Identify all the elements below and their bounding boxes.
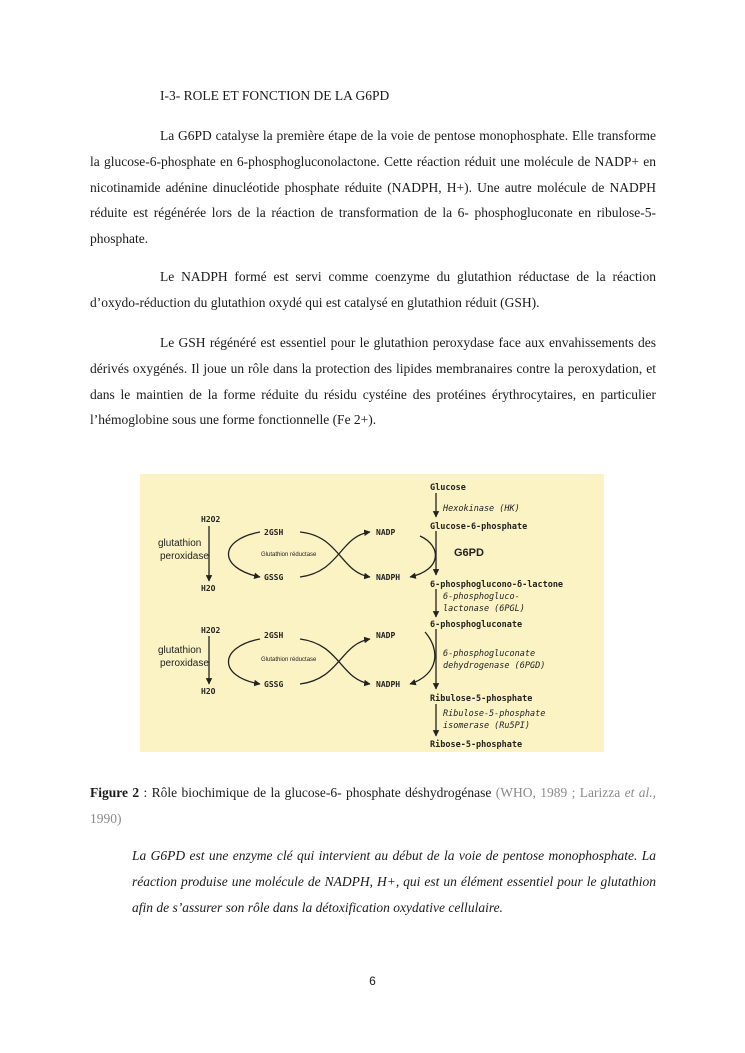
nadp-top-label: NADP	[376, 528, 396, 537]
gsh-bottom-label: 2GSH	[264, 631, 284, 640]
caption-reference-part2: 1990)	[90, 810, 122, 826]
caption-separator: :	[139, 785, 152, 800]
pgd-label-1: 6-phosphogluconate	[443, 649, 536, 659]
pgl-label-2: lactonase (6PGL)	[443, 604, 525, 614]
gssg-top-label: GSSG	[264, 573, 284, 582]
caption-reference-etal: et al.,	[624, 785, 656, 800]
h2o2-bottom-label: H2O2	[201, 626, 221, 635]
page-number: 6	[369, 974, 376, 988]
reductase-top-label: Glutathion réductase	[261, 552, 317, 558]
gssg-bottom-label: GSSG	[264, 680, 284, 689]
nadph-top-label: NADPH	[376, 573, 401, 582]
caption-text: Rôle biochimique de la glucose-6- phosphate déshydrogénase	[151, 785, 496, 800]
h2o-top-label: H2O	[201, 584, 216, 593]
ribulose-5p-label: Ribulose-5-phosphate	[430, 694, 533, 704]
peroxidase-top-label-1: glutathion	[158, 538, 202, 549]
nadp-bottom-label: NADP	[376, 631, 396, 640]
phosphogluconate-label: 6-phosphogluconate	[430, 620, 523, 630]
section-heading: I-3- ROLE ET FONCTION DE LA G6PD	[160, 88, 390, 103]
g6pd-label: G6PD	[454, 547, 484, 559]
rpi-label-1: Ribulose-5-phosphate	[443, 709, 546, 719]
peroxidase-bottom-label-2: peroxidase	[160, 658, 209, 669]
h2o2-top-label: H2O2	[201, 515, 221, 524]
g6pd-pathway-figure	[140, 474, 604, 752]
paragraph-gsh-role: Le GSH régénéré est essentiel pour le glutathion peroxydase face aux envahissements des dérivés oxygénés. Il joue un rôle dans la protection des lipides membranaires contre la peroxydation, et dans le maintien de la forme réduite du résidu cystéine des protéines érythrocytaires, en particulier l’hémoglobine sous une forme fonctionnelle (Fe 2+).	[90, 335, 656, 428]
h2o-bottom-label: H2O	[201, 687, 216, 696]
peroxidase-top-label-2: peroxidase	[160, 551, 209, 562]
reductase-bottom-label: Glutathion réductase	[261, 657, 317, 663]
caption-reference-part1: (WHO, 1989 ; Larizza	[495, 785, 625, 800]
glucose-label: Glucose	[430, 483, 466, 493]
caption-label: Figure 2	[90, 785, 140, 800]
rpi-label-2: isomerase (Ru5PI)	[443, 721, 530, 731]
peroxidase-bottom-label-1: glutathion	[158, 645, 202, 656]
paragraph-nadph-coenzyme: Le NADPH formé est servi comme coenzyme du glutathion réductase de la réaction d’oxydo-réduction du glutathion oxydé qui est catalysé en glutathion réduit (GSH).	[90, 269, 656, 310]
italic-summary: La G6PD est une enzyme clé qui intervient au début de la voie de pentose monophosphate. La réaction produise une molécule de NADPH, H+, qui est un élément essentiel pour le glutathion afin de s’assurer son rôle dans la détoxification oxydative cellulaire.	[132, 848, 656, 915]
lactone-label: 6-phosphoglucono-δ-lactone	[430, 580, 564, 590]
pgd-label-2: dehydrogenase (6PGD)	[443, 661, 546, 671]
gsh-top-label: 2GSH	[264, 528, 284, 537]
g6p-label: Glucose-6-phosphate	[430, 522, 528, 532]
figure-caption	[90, 780, 656, 832]
nadph-bottom-label: NADPH	[376, 680, 401, 689]
paragraph-g6pd-catalysis: La G6PD catalyse la première étape de la voie de pentose monophosphate. Elle transforme la glucose-6-phosphate en 6-phosphogluconolactone. Cette réaction réduit une molécule de NADP+ en nicotinamide adénine dinucléotide phosphate réduite (NADPH, H+). Une autre molécule de NADPH réduite est régénérée lors de la réaction de transformation de la 6- phosphogluconate en ribulose-5-phosphate.	[90, 128, 656, 247]
ribose-5p-label: Ribose-5-phosphate	[430, 740, 523, 750]
hexokinase-label: Hexokinase (HK)	[443, 504, 520, 514]
pgl-label-1: 6-phosphogluco-	[443, 592, 520, 602]
